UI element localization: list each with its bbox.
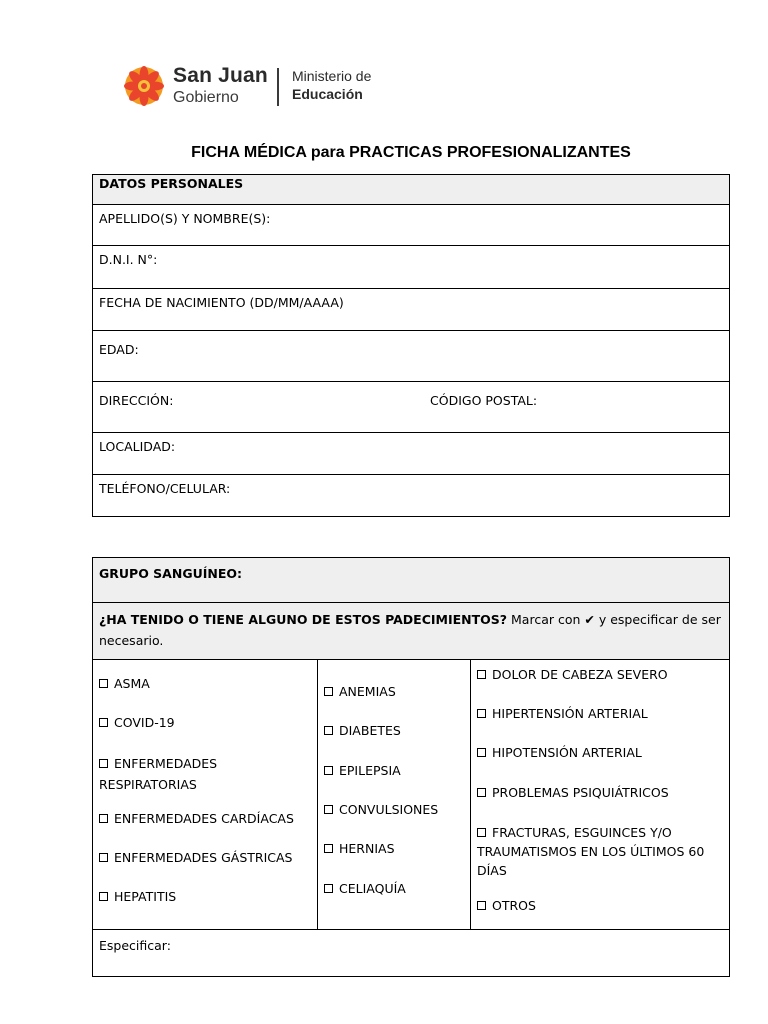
condition-celiaquia[interactable]: CELIAQUÍA <box>324 880 464 897</box>
age-field[interactable] <box>93 331 729 382</box>
locality-label: LOCALIDAD: <box>99 439 176 454</box>
specify-label: Especificar: <box>99 938 171 953</box>
conditions-col-1 <box>93 660 318 929</box>
checkbox-icon[interactable] <box>99 853 108 862</box>
conditions-col-3 <box>471 660 729 929</box>
checkbox-icon[interactable] <box>99 892 108 901</box>
checkbox-icon[interactable] <box>324 687 333 696</box>
name-field[interactable] <box>93 205 729 246</box>
address-field[interactable] <box>93 382 729 433</box>
checkbox-icon[interactable] <box>477 670 486 679</box>
checkbox-icon[interactable] <box>324 726 333 735</box>
page-title: FICHA MÉDICA para PRACTICAS PROFESIONALIZANTES <box>191 144 631 161</box>
name-label: APELLIDO(S) Y NOMBRE(S): <box>99 211 271 226</box>
dni-field[interactable] <box>93 246 729 289</box>
condition-hipertension[interactable]: HIPERTENSIÓN ARTERIAL <box>477 705 723 722</box>
checkbox-icon[interactable] <box>324 805 333 814</box>
phone-field[interactable] <box>93 475 729 516</box>
checkbox-icon[interactable] <box>324 844 333 853</box>
logo-sub: Gobierno <box>173 89 239 106</box>
personal-heading: DATOS PERSONALES <box>99 176 244 191</box>
checkbox-icon[interactable] <box>477 748 486 757</box>
logo-divider <box>277 68 279 106</box>
conditions-col-2 <box>318 660 471 929</box>
condition-dolor-cabeza[interactable]: DOLOR DE CABEZA SEVERO <box>477 666 723 683</box>
condition-asma[interactable]: ASMA <box>99 675 311 692</box>
age-label: EDAD: <box>99 342 139 357</box>
conditions-question <box>99 609 723 651</box>
address-label: DIRECCIÓN: <box>99 393 174 408</box>
condition-hipotension[interactable]: HIPOTENSIÓN ARTERIAL <box>477 744 723 761</box>
checkbox-icon[interactable] <box>99 759 108 768</box>
condition-covid[interactable]: COVID-19 <box>99 714 311 731</box>
checkbox-icon[interactable] <box>477 828 486 837</box>
checkbox-icon[interactable] <box>477 788 486 797</box>
blood-group-field[interactable] <box>93 558 729 603</box>
checkbox-icon[interactable] <box>99 814 108 823</box>
medical-table <box>92 557 730 977</box>
condition-epilepsia[interactable]: EPILEPSIA <box>324 762 464 779</box>
logo-brand: San Juan <box>173 64 268 87</box>
conditions-grid <box>93 660 729 930</box>
checkbox-icon[interactable] <box>99 718 108 727</box>
condition-psiquiatricos[interactable]: PROBLEMAS PSIQUIÁTRICOS <box>477 784 723 801</box>
condition-hernias[interactable]: HERNIAS <box>324 840 464 857</box>
phone-label: TELÉFONO/CELULAR: <box>99 481 231 496</box>
dni-label: D.N.I. N°: <box>99 252 158 267</box>
birth-date-field[interactable] <box>93 289 729 331</box>
blood-group-label: GRUPO SANGUÍNEO: <box>99 566 242 581</box>
personal-data-table <box>92 174 730 517</box>
checkbox-icon[interactable] <box>324 766 333 775</box>
san-juan-logo <box>122 62 392 112</box>
sun-flower-icon <box>122 62 166 110</box>
checkbox-icon[interactable] <box>477 709 486 718</box>
condition-otros[interactable]: OTROS <box>477 897 723 914</box>
condition-gastricas[interactable]: ENFERMEDADES GÁSTRICAS <box>99 849 311 866</box>
condition-respiratorias[interactable]: ENFERMEDADES RESPIRATORIAS <box>99 756 218 792</box>
checkbox-icon[interactable] <box>477 901 486 910</box>
question-rest: Marcar con ✔ y especificar de ser necesario. <box>99 612 721 648</box>
personal-heading-row <box>93 175 729 205</box>
checkbox-icon[interactable] <box>99 679 108 688</box>
locality-field[interactable] <box>93 433 729 475</box>
birth-date-label: FECHA DE NACIMIENTO (DD/MM/AAAA) <box>99 295 344 310</box>
ministry-line1: Ministerio de <box>292 68 372 84</box>
condition-hepatitis[interactable]: HEPATITIS <box>99 888 311 905</box>
conditions-question-row <box>93 603 729 660</box>
ministry-line2: Educación <box>292 86 363 102</box>
condition-diabetes[interactable]: DIABETES <box>324 722 464 739</box>
condition-cardiacas[interactable]: ENFERMEDADES CARDÍACAS <box>99 810 311 827</box>
condition-anemias[interactable]: ANEMIAS <box>324 683 464 700</box>
postal-code-label: CÓDIGO POSTAL: <box>430 393 538 408</box>
checkbox-icon[interactable] <box>324 884 333 893</box>
condition-fracturas[interactable]: FRACTURAS, ESGUINCES Y/O TRAUMATISMOS EN LOS ÚLTIMOS 60 DÍAS <box>477 825 705 878</box>
specify-field[interactable] <box>93 930 729 976</box>
condition-convulsiones[interactable]: CONVULSIONES <box>324 801 464 818</box>
question-bold: ¿HA TENIDO O TIENE ALGUNO DE ESTOS PADECIMIENTOS? <box>99 612 508 627</box>
